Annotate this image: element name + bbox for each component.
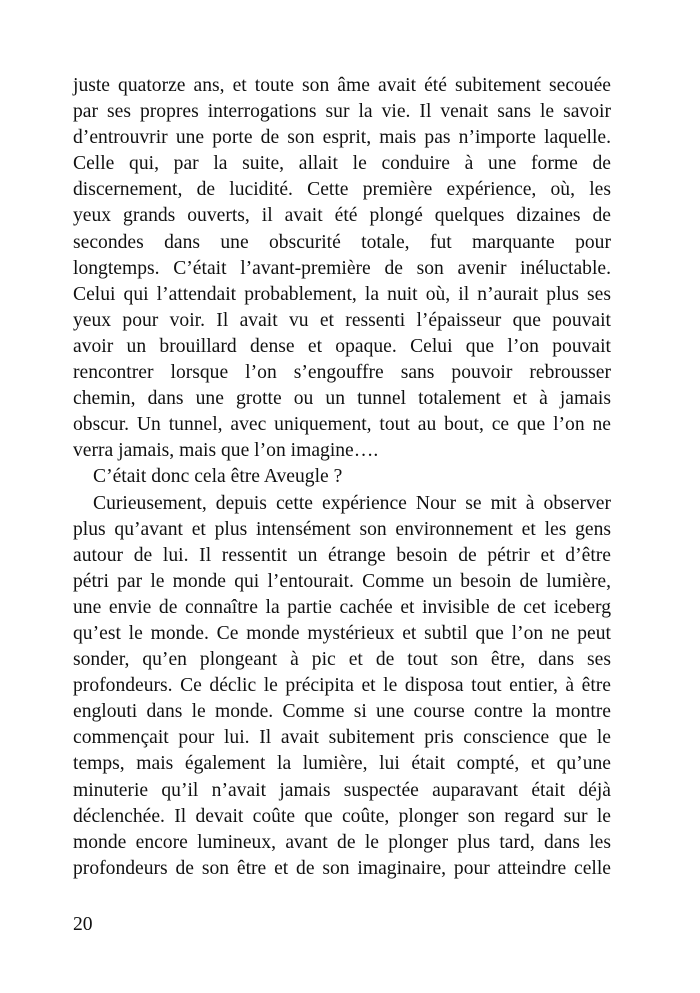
paragraph-1 [73, 73, 611, 464]
text-line: plus qu’avant et plus intensément son environnement et les gens [73, 518, 611, 540]
text-line: minuterie qu’il n’avait jamais suspectée auparavant était déjà [73, 779, 611, 801]
text-line: monde encore lumineux, avant de le plonger plus tard, dans les [73, 831, 611, 853]
text-line: autour de lui. Il ressentit un étrange besoin de pétrir et d’être [73, 544, 611, 566]
text-line: Curieusement, depuis cette expérience Nour se mit à observer [93, 492, 611, 514]
text-line: longtemps. C’était l’avant-première de son avenir inéluctable. [73, 257, 611, 279]
text-line: pétri par le monde qui l’entourait. Comme un besoin de lumière, [73, 570, 611, 592]
page-number: 20 [73, 914, 93, 935]
text-line: une envie de connaître la partie cachée et invisible de cet iceberg [73, 596, 611, 618]
text-line: par ses propres interrogations sur la vie. Il venait sans le savoir [73, 101, 611, 123]
text-line: profondeurs de son être et de son imaginaire, pour atteindre celle [73, 857, 611, 879]
text-line: obscur. Un tunnel, avec uniquement, tout au bout, ce que l’on ne [73, 414, 611, 436]
text-line: profondeurs. Ce déclic le précipita et le disposa tout entier, à être [73, 675, 611, 697]
text-line: yeux grands ouverts, il avait été plongé quelques dizaines de [73, 205, 611, 227]
text-line: secondes dans une obscurité totale, fut marquante pour [73, 231, 611, 253]
text-line: juste quatorze ans, et toute son âme avait été subitement secouée [73, 75, 611, 96]
text-line: avoir un brouillard dense et opaque. Celui que l’on pouvait [73, 335, 611, 357]
text-line: chemin, dans une grotte ou un tunnel totalement et à jamais [73, 388, 611, 410]
text-line: déclenchée. Il devait coûte que coûte, plonger son regard sur le [73, 805, 611, 827]
text-line: qu’est le monde. Ce monde mystérieux et subtil que l’on ne peut [73, 622, 611, 644]
paragraph-3 [73, 491, 611, 882]
paragraph-2 [73, 464, 611, 490]
text-line: yeux pour voir. Il avait vu et ressenti l’épaisseur que pouvait [73, 309, 611, 331]
text-line: C’était donc cela être Aveugle ? [93, 466, 343, 488]
text-line: Celle qui, par la suite, allait le conduire à une forme de [73, 153, 611, 175]
text-line: discernement, de lucidité. Cette première expérience, où, les [73, 179, 611, 201]
text-line: temps, mais également la lumière, lui était compté, et qu’une [73, 753, 611, 775]
body-text [73, 73, 611, 882]
text-line: englouti dans le monde. Comme si une course contre la montre [73, 701, 611, 723]
text-line: d’entrouvrir une porte de son esprit, mais pas n’importe laquelle. [73, 127, 611, 149]
text-line: commençait pour lui. Il avait subitement pris conscience que le [73, 727, 611, 749]
text-line: sonder, qu’en plongeant à pic et de tout son être, dans ses [73, 649, 611, 671]
text-line: verra jamais, mais que l’on imagine…. [73, 440, 379, 462]
text-line: rencontrer lorsque l’on s’engouffre sans pouvoir rebrousser [73, 362, 611, 384]
text-line: Celui qui l’attendait probablement, la nuit où, il n’aurait plus ses [73, 283, 611, 305]
